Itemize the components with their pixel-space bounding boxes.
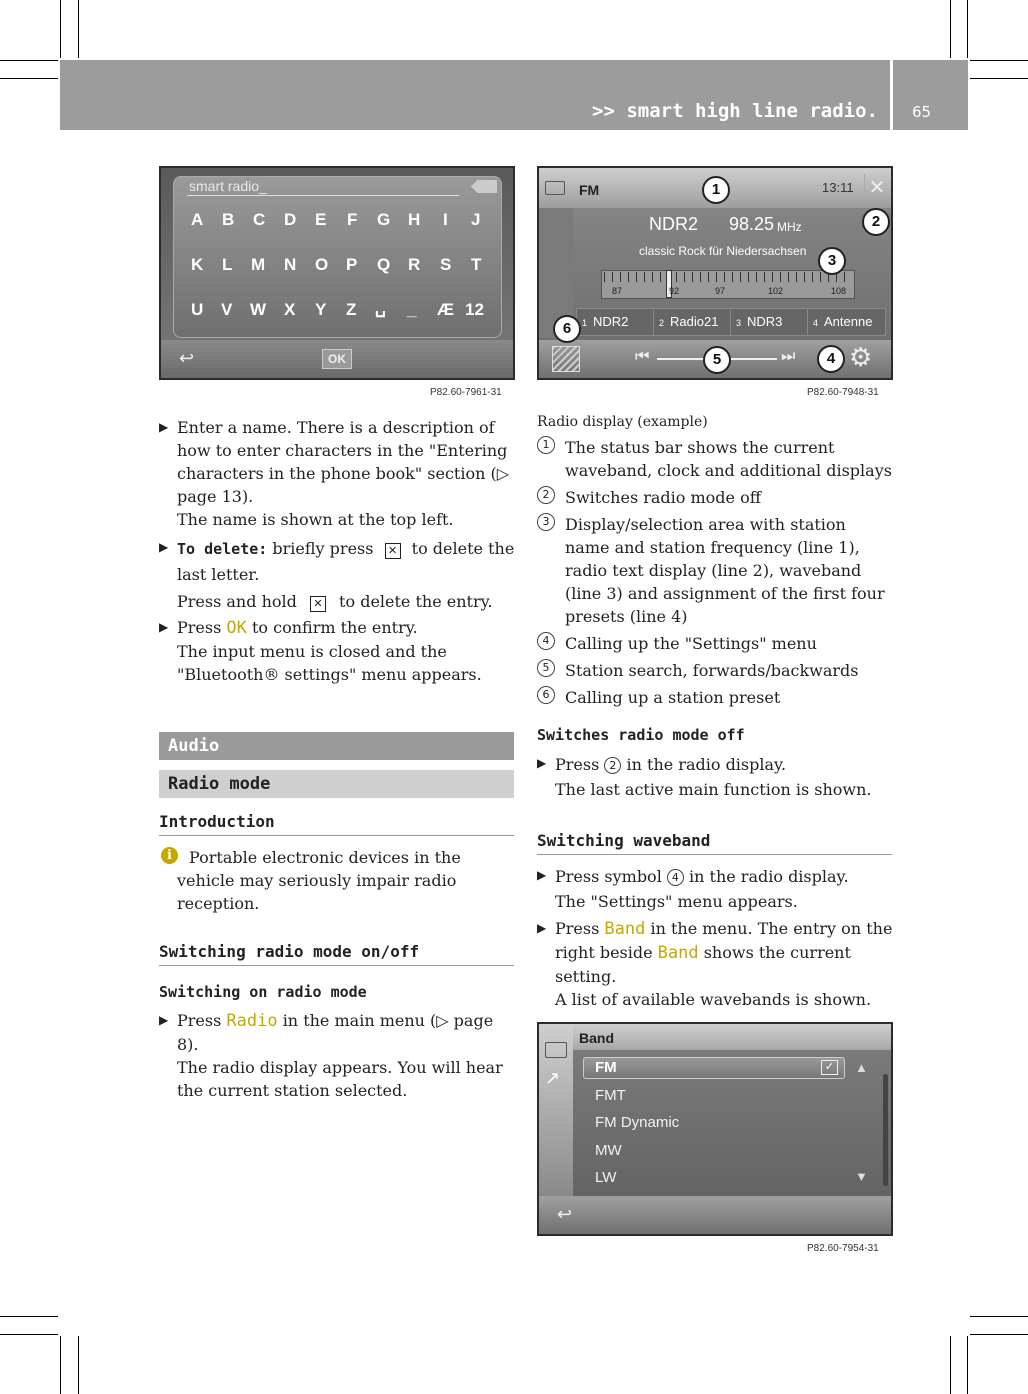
step-text: to confirm the entry. [251,618,418,637]
numbers-key[interactable]: 12 [465,300,484,319]
preset-4[interactable] [807,308,886,336]
section-bar-audio: Audio [159,732,514,760]
ok-button[interactable]: OK [322,349,352,369]
legend-text: Display/selection area with station name and station frequency (line 1), radio text display (line 2), waveband (line 3) and assignment of the first four presets (line 4) [565,515,885,626]
preset-name: Antenne [824,314,873,329]
crop-mark [60,0,61,58]
key[interactable]: D [284,210,297,229]
crop-mark [0,1316,58,1317]
keyboard-screen [159,166,515,380]
legend-item [537,513,895,628]
name-input[interactable]: smart radio_ [189,178,267,194]
legend-item [537,632,895,655]
key[interactable]: N [284,255,297,274]
scale-label: 102 [768,286,784,296]
step-text: to delete the last letter. [177,539,515,584]
legend-text: Calling up the "Settings" menu [565,634,817,653]
key[interactable]: L [222,255,233,274]
key[interactable]: R [408,255,421,274]
figure-caption: P82.60-7954-31 [807,1243,879,1254]
step-text: Press symbol [555,867,662,886]
page-number: 65 [912,103,932,121]
key[interactable]: V [221,300,233,319]
crop-mark [967,0,968,58]
scale-ticks [604,272,850,282]
legend-item [537,686,895,709]
crop-mark [0,78,58,79]
scroll-up-icon[interactable]: ▲ [855,1060,868,1075]
crop-mark [78,0,79,58]
key[interactable]: A [191,210,204,229]
bullet-icon: ▶ [159,540,169,554]
heading-switch-off: Switches radio mode off [537,726,745,744]
legend-text: Station search, forwards/backwards [565,661,859,680]
key[interactable]: C [253,210,266,229]
tune-icon[interactable]: ↗ [545,1068,561,1088]
clock: 13:11 [822,180,854,195]
band-item-lw[interactable]: LW [595,1169,617,1186]
crop-mark [970,1334,1028,1335]
callout-1: 1 [702,176,730,204]
step-result: The name is shown at the top left. [177,510,454,529]
seek-forward-icon[interactable]: ⏭ [781,348,796,365]
step-enter-name [159,416,515,531]
key[interactable]: G [377,210,391,229]
radio-icon [545,1042,567,1058]
radio-display-caption: Radio display (example) [537,414,708,430]
key[interactable]: X [284,300,296,319]
key[interactable]: Z [346,300,357,319]
info-text: Portable electronic devices in the vehicle may seriously impair radio reception. [177,848,461,913]
step-text: in the menu. The entry on the right beside [555,919,893,962]
key[interactable]: Y [315,300,327,319]
key[interactable]: O [315,255,329,274]
callout-3: 3 [818,247,846,275]
key[interactable]: K [191,255,204,274]
preset-name: NDR2 [593,314,629,329]
key[interactable]: Q [377,255,391,274]
band-item-fm-dynamic[interactable]: FM Dynamic [595,1114,680,1131]
key[interactable]: P [346,255,358,274]
bullet-icon: ▶ [537,921,547,935]
scale-label: 97 [715,286,726,296]
key[interactable]: I [443,210,448,229]
heading-waveband: Switching waveband [537,831,711,850]
callout-ref: 2 [604,757,621,774]
step-text: Press [555,919,600,938]
scale-label: 87 [612,286,623,296]
bullet-icon: ▶ [159,620,169,634]
key[interactable]: E [315,210,327,229]
legend-number: 6 [537,686,555,704]
radio-keyword: Radio [226,1011,278,1031]
step-text: in the main menu (▷ page 8). [177,1011,494,1054]
step-result: The input menu is closed and the "Bluetooth® settings" menu appears. [177,642,482,684]
legend-item [537,436,895,482]
step-result: The radio display appears. You will hear the current station selected. [177,1058,503,1100]
info-icon: i [161,847,178,864]
key[interactable]: S [440,255,452,274]
heading-rule [537,854,892,855]
preset-1[interactable] [576,308,655,336]
figure-caption: P82.60-7961-31 [430,387,502,398]
bullet-icon: ▶ [159,1013,169,1027]
bullet-icon: ▶ [537,756,547,770]
section-bar-radio-mode: Radio mode [159,770,514,798]
key[interactable]: H [408,210,421,229]
preset-name: NDR3 [747,314,783,329]
step-confirm [159,616,515,686]
callout-6: 6 [553,315,581,343]
crop-mark [78,1336,79,1394]
heading-on-off: Switching radio mode on/off [159,942,420,961]
key[interactable]: W [250,300,267,319]
legend-item [537,486,895,509]
key[interactable]: Æ [437,300,454,319]
band-title: Band [579,1030,614,1046]
radio-text: classic Rock für Niedersachsen [639,244,807,258]
legend-text: The status bar shows the current waveband, clock and additional displays [565,438,892,480]
scrollbar[interactable] [883,1074,888,1186]
legend-number: 5 [537,659,555,677]
back-icon[interactable]: ↩ [179,348,195,368]
step-text: shows the current setting. [555,943,851,986]
legend-list [537,436,895,713]
band-keyword: Band [604,919,646,939]
band-item-fmt[interactable]: FMT [595,1087,626,1104]
legend-text: Calling up a station preset [565,688,781,707]
scroll-down-icon[interactable]: ▼ [855,1169,868,1184]
input-underline [187,195,459,196]
band-label: FM [579,182,600,198]
crop-mark [950,0,951,58]
checkbox-checked-icon[interactable]: ✓ [821,1060,838,1075]
header-divider [890,60,893,130]
scale-label: 108 [831,286,847,296]
frequency-unit: MHz [777,220,802,234]
callout-5: 5 [703,346,731,374]
step-text: in the radio display. [689,867,849,886]
delete-key-icon: ✕ [310,596,326,612]
preset-name: Radio21 [670,314,719,329]
callout-2: 2 [862,208,890,236]
crop-mark [970,1316,1028,1317]
preset-number: 1 [582,318,588,328]
heading-introduction: Introduction [159,812,275,831]
legend-number: 1 [537,436,555,454]
presets-icon[interactable] [552,346,580,372]
key[interactable]: F [347,210,358,229]
crop-mark [970,78,1028,79]
step-text: briefly press [272,539,374,558]
bullet-icon: ▶ [159,420,169,434]
crop-mark [0,1334,58,1335]
page-title: >> smart high line radio. [592,100,878,122]
step-text: to delete the entry. [339,592,493,611]
seek-back-icon[interactable]: ⏮ [635,348,650,365]
radio-screen [537,166,893,380]
step-press-radio [159,1009,517,1102]
step-text: Press [177,1011,222,1030]
crop-mark [60,1336,61,1394]
station-name: NDR2 [649,214,699,234]
crop-mark [0,60,58,61]
close-icon[interactable]: ✕ [864,174,889,202]
settings-icon[interactable]: ⚙ [849,342,873,372]
ok-keyword: OK [226,618,247,638]
legend-item [537,659,895,682]
step-press-band [537,917,895,1011]
bullet-icon: ▶ [537,868,547,882]
scale-label: 92 [669,286,680,296]
back-icon[interactable]: ↩ [557,1204,573,1224]
heading-rule [159,965,514,966]
step-text: Press and hold [177,592,297,611]
delete-label: To delete: [177,540,268,558]
step-text: Enter a name. There is a description of how to enter characters in the "Entering characters in the phone book" section (▷ page 13). [177,418,510,506]
heading-rule [159,835,514,836]
key[interactable]: U [191,300,204,319]
radio-icon [545,181,565,195]
step-delete [159,536,515,614]
step-text: in the radio display. [626,755,787,774]
step-text: Press [555,755,600,774]
band-item-fm[interactable]: FM [595,1059,617,1076]
legend-number: 2 [537,486,555,504]
crop-mark [967,1336,968,1394]
heading-switch-on: Switching on radio mode [159,983,367,1001]
crop-mark [950,1336,951,1394]
legend-number: 4 [537,632,555,650]
figure-caption: P82.60-7948-31 [807,387,879,398]
preset-number: 3 [736,318,742,328]
space-key[interactable]: ␣ [375,298,386,317]
callout-4: 4 [817,345,845,373]
band-screen [537,1022,893,1236]
info-note [159,846,515,915]
step-press-symbol [537,864,895,914]
delete-key-icon: ✕ [385,543,401,559]
preset-2[interactable] [653,308,732,336]
band-item-mw[interactable]: MW [595,1142,622,1159]
step-switch-off [537,752,895,802]
step-result: The "Settings" menu appears. [555,892,798,911]
step-result: The last active main function is shown. [555,780,872,799]
preset-3[interactable] [730,308,809,336]
key[interactable]: B [222,210,235,229]
legend-text: Switches radio mode off [565,488,762,507]
crop-mark [970,60,1028,61]
key[interactable]: J [471,210,481,229]
key[interactable]: M [251,255,266,274]
preset-number: 2 [659,318,665,328]
band-keyword: Band [657,943,699,963]
step-text: Press [177,618,222,637]
key[interactable]: T [471,255,482,274]
step-result: A list of available wavebands is shown. [555,990,872,1009]
underscore-key[interactable]: _ [407,300,417,319]
selected-band-highlight [583,1057,845,1079]
preset-number: 4 [813,318,819,328]
band-bottom-bar [539,1196,891,1234]
station-frequency: 98.25 [729,214,775,234]
callout-ref: 4 [667,869,684,886]
legend-number: 3 [537,513,555,531]
